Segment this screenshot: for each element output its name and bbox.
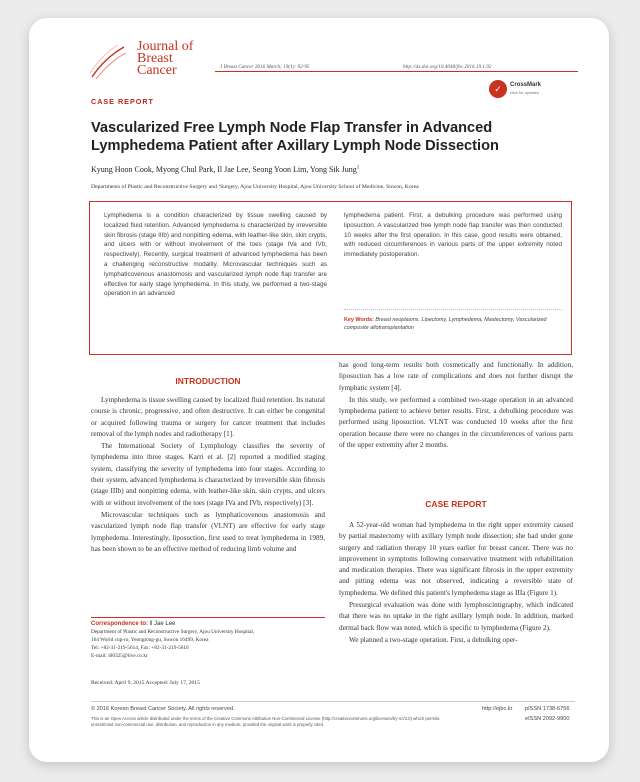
correspondence-label: Correspondence to:	[91, 621, 149, 627]
author-list	[91, 165, 359, 174]
footer-copyright: © 2016 Korean Breast Cancer Society. All rights reserved.	[91, 706, 235, 712]
crossmark-label: CrossMark	[510, 82, 542, 88]
header-rule	[215, 71, 578, 72]
correspondence-email[interactable]: E-mail: i00325@live.co.kr	[91, 653, 148, 659]
keywords	[344, 316, 562, 332]
doi-link[interactable]: http://dx.doi.org/10.4048/jbc.2016.19.1.92	[403, 64, 492, 70]
paragraph: A 52-year-old woman had lymphedema in the right upper extremity caused by partial mastectomy with axillary lymph node dissection; she had under gone surgery and radiation therapy 10 years earlier for breast cancer. There was no improvement in symptoms following conservative treatment with rehabilitation and medication therapies. There was significant fibrosis in the upper extremity and pitting edema was not observed, indicating a reversible state of lymphedema. We defined this patient's lymphedema stage as IIIa (Figure 1).	[339, 521, 573, 597]
right-column-top	[339, 360, 573, 452]
keywords-label: Key Words:	[344, 317, 374, 323]
paragraph: In this study, we performed a combined two-stage operation in an advanced lymphedema patient to achieve better results. First, a debulking procedure was performed using liposuction. VLNT was conducted 10 weeks after the first operation because there were no changes in the circumferences of various parts of the upper extremity after 2 months.	[339, 395, 573, 450]
correspondence-name: Il Jae Lee	[149, 621, 176, 627]
footer-rule	[91, 701, 575, 702]
journal-title	[137, 41, 193, 77]
footer-license: This is an Open Access article distributed under the terms of the Creative Commons Attribution Non-Commercial License (http://creativecommons.org/licenses/by-nc/3.0) which permits unrestricted non-commercial use, distribution, and reproduction in any medium, provided the original work is properly cited.	[91, 716, 440, 727]
affiliation: Departments of Plastic and Reconstructive Surgery and ¹Surgery, Ajou University Hospital, Ajou University School of Medicine, Suwon, Korea	[91, 184, 419, 190]
abstract-right: lymphedema patient. First, a debulking procedure was performed using liposuction. A vascularized free lymph node flap transfer was then conducted 10 weeks after the first operation. In this case, good results were obtained, with reduced circumferences in various parts of the upper extremity noted immediately postoperation.	[344, 212, 562, 259]
journal-logo-icon	[88, 43, 128, 83]
section-heading-introduction: INTRODUCTION	[175, 376, 241, 386]
paragraph: The International Society of Lymphology classifies the severity of lymphedema into three stages. Karri et al. [2] reported a modified staging system, classifying the severity of lymphedema into four stages. According to their system, advanced lymphedema is characterized by irreversible skin fibrosis (stage IIIb) and nonpitting edema, with leather-like skin, skin crypts, and ulcers with or without involvement of the toes (stage IVa and IVb, respectively) [3].	[91, 442, 325, 507]
footer-eissn: eISSN 2092-9900	[525, 716, 570, 722]
crossmark-icon: ✓	[489, 80, 507, 98]
keywords-divider	[344, 309, 562, 310]
keywords-text: Breast neoplasms, Lipectomy, Lymphedema, Mastectomy, Vascularized composite allotransplantation	[344, 317, 547, 331]
article-type: CASE REPORT	[91, 97, 154, 106]
section-heading-case-report: CASE REPORT	[425, 499, 487, 509]
citation: J Breast Cancer 2016 March; 19(1): 92-95	[220, 64, 310, 70]
correspondence-line: Tel: +82-31-219-5614, Fax: +82-31-219-5610	[91, 645, 189, 651]
correspondence-line: Department of Plastic and Reconstructive Surgery, Ajou University Hospital,	[91, 629, 255, 635]
crossmark-sub: click for updates	[510, 90, 539, 95]
abstract-left: Lymphedema is a condition characterized by tissue swelling caused by localized fluid retention. Advanced lymphedema is characterized by irreversible skin fibrosis (stage IIIb) and nonpitting edema, with leather-like skin, skin crypts, and ulcers with or without involvement of the toes (stage IVa and IVb, respectively). Recently, surgical treatment of advanced lymphedema has been a challenging reconstructive modality. Microvascular techniques such as lymphaticovenous anastomosis and vascularized lymph node flap transfer are effective for early stage lymphedema. In this study, we performed a two-stage operation in an advanced	[104, 212, 327, 298]
paragraph: Lymphedema is tissue swelling caused by localized fluid retention. Its natural course is chronic, progressive, and often destructive. It can either be congenital or acquired following trauma or surgery for cancer treatment that includes removal of the lymph nodes and radiotherapy [1].	[91, 396, 325, 438]
case-column	[339, 520, 573, 647]
intro-column	[91, 395, 325, 556]
journal-title-line: Journal of	[137, 39, 194, 54]
correspondence-line: 164 World cup-ro, Yeongtong-gu, Suwon 16499, Korea	[91, 637, 209, 643]
journal-title-line: Breast	[137, 51, 173, 66]
article-title: Vascularized Free Lymph Node Flap Transfer in Advanced Lymphedema Patient after Axillary Lymph Node Dissection	[91, 120, 499, 154]
paragraph: Presurgical evaluation was done with lymphoscintigraphy, which indicated that there was no uptake in the right axillary lymph node. In addition, marked dermal back flow was noted, which is specific to lymphedema (Figure 2).	[339, 601, 573, 632]
paragraph: We planned a two-stage operation. First, a debulking oper-	[349, 635, 518, 644]
received-accepted-dates: Received: April 9, 2015 Accepted: July 17, 2015	[91, 680, 200, 686]
author-sup: 1	[356, 165, 360, 171]
paper-page	[29, 18, 609, 762]
footer-pissn: pISSN 1738-6756	[525, 706, 570, 712]
correspondence-block	[91, 617, 325, 660]
crossmark-badge[interactable]	[489, 80, 561, 100]
authors-text: Kyung Hoon Cook, Myong Chul Park, Il Jae Lee, Seong Yoon Lim, Yong Sik Jung	[91, 165, 357, 174]
footer-url[interactable]: http://ejbc.kr	[482, 706, 513, 712]
paragraph: has good long-term results both cosmetically and functionally. In addition, liposuction has a low rate of complications and does not further disrupt the lymphatic system [4].	[339, 361, 573, 392]
abstract-box	[89, 201, 572, 355]
paragraph: Microvascular techniques such as lymphaticovenous anastomosis and vascularized lymph node flap transfer (VLNT) are effective for early stage lymphedema. Interestingly, liposuction, first used to treat lymphedema in 1989, has been shown to be an effective method of reducing limb volume and	[91, 510, 325, 553]
journal-title-line: Cancer	[137, 63, 177, 78]
